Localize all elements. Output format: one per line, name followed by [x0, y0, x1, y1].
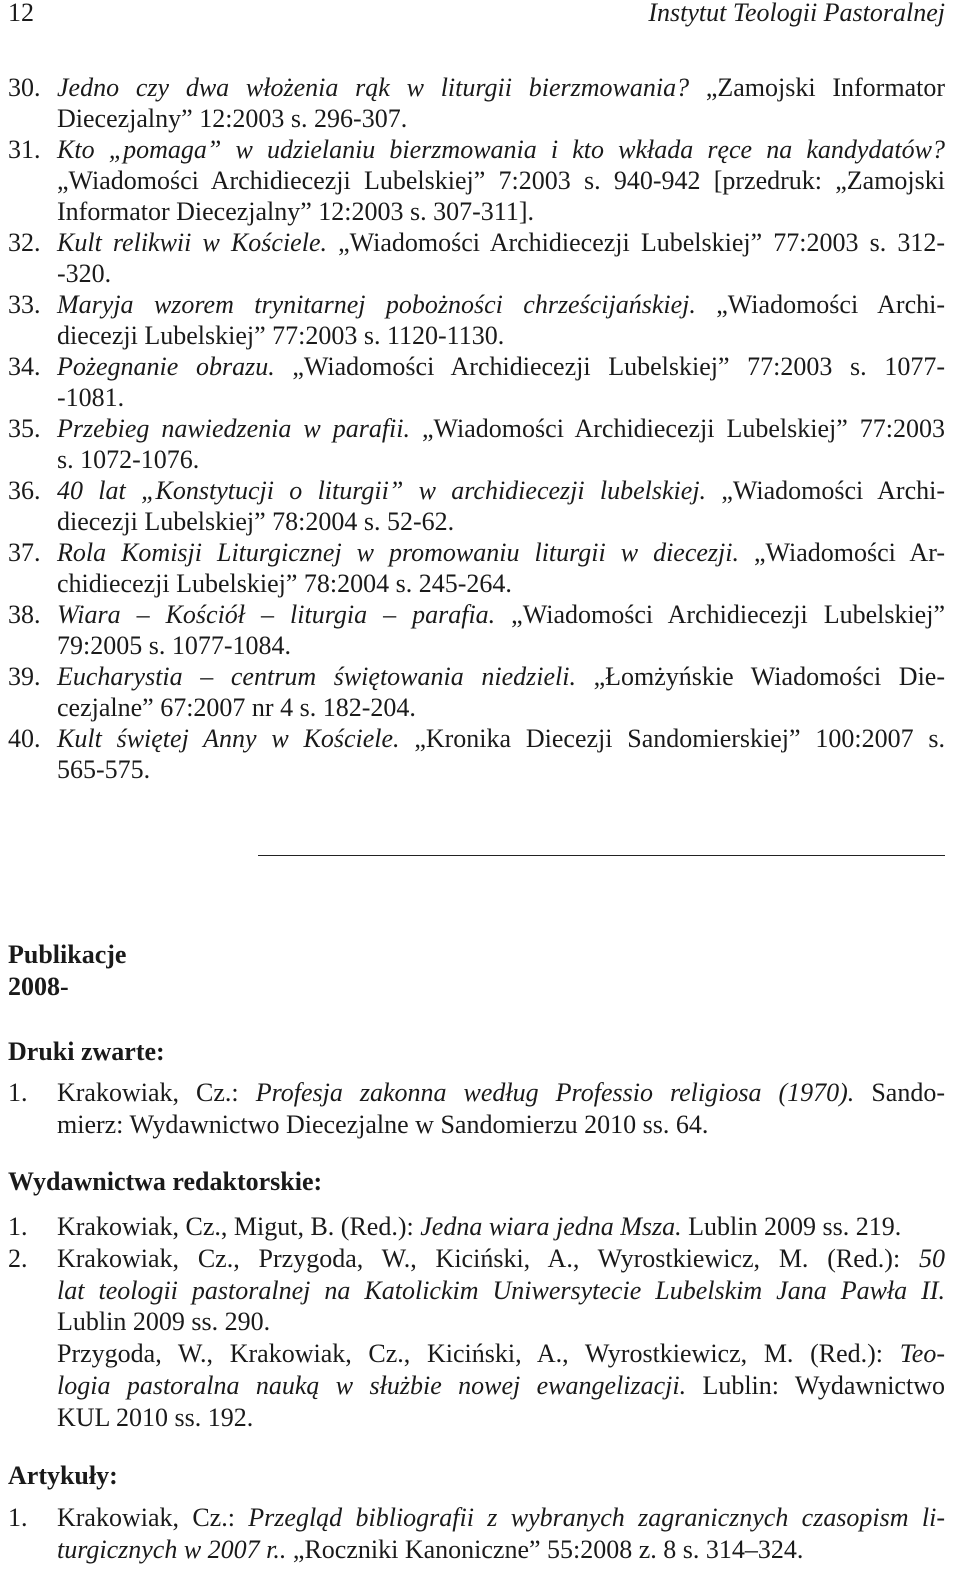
citation-text: „Wiadomości Archidiecezji Lubelskiej” 77:2003 s. 1077-	[274, 352, 946, 381]
entry-paragraph	[57, 1211, 945, 1243]
citation-text: „Łomżyńskie Wiadomości Die-	[575, 662, 945, 691]
entry-paragraph	[57, 661, 945, 723]
citation-text: Sando-	[854, 1078, 945, 1107]
citation-text: „Kronika Diecezji Sandomierskiej” 100:2007 s.	[399, 724, 946, 753]
entry-paragraph	[57, 723, 945, 785]
citation-text: Lublin 2009 ss. 290.	[57, 1307, 271, 1337]
citation-text: „Zamojski Informator	[689, 73, 945, 102]
entry-line	[57, 661, 945, 692]
citation-text: 565-575.	[57, 755, 151, 784]
work-title: Kult świętej Anny w Kościele.	[57, 724, 400, 753]
work-title: Kult relikwii w Kościele.	[57, 228, 327, 257]
entry-paragraph	[57, 1338, 945, 1433]
citation-text: Lublin: Wydawnictwo	[686, 1370, 945, 1400]
entry-paragraph	[57, 289, 945, 351]
work-title: 50	[919, 1243, 945, 1273]
entry-paragraph	[57, 599, 945, 661]
entry-number: 1.	[8, 1212, 28, 1241]
entry-line	[57, 134, 945, 165]
books-heading: Druki zwarte:	[8, 1037, 165, 1066]
bibliography-entry	[8, 599, 945, 661]
entry-line	[57, 289, 945, 320]
work-title: Teo-	[899, 1339, 945, 1369]
entry-paragraph	[57, 413, 945, 475]
entry-number: 37.	[8, 538, 41, 567]
entry-line	[57, 103, 945, 134]
bibliography-entry	[8, 475, 945, 537]
work-title: Jedno czy dwa włożenia rąk w liturgii bierzmowania?	[57, 73, 690, 102]
bibliography-entry	[8, 1243, 945, 1434]
entry-number: 31.	[8, 135, 41, 164]
citation-text: Krakowiak, Cz.:	[57, 1078, 256, 1107]
entry-line	[57, 1370, 945, 1402]
bibliography-entry	[8, 72, 945, 134]
entry-line	[57, 165, 945, 196]
work-title: Wiara – Kościół – liturgia – parafia.	[57, 600, 496, 629]
citation-text: „Wiadomości Archidiecezji Lubelskiej” 7:2003 s. 940-942 [przedruk: „Zamojski	[57, 166, 945, 195]
citation-text: KUL 2010 ss. 192.	[57, 1402, 254, 1432]
publications-header	[8, 939, 945, 1003]
entry-line	[57, 1534, 945, 1566]
work-title: Maryja wzorem trynitarnej pobożności chrześcijańskiej.	[57, 290, 696, 319]
bibliography-entry	[8, 289, 945, 351]
entry-line	[57, 444, 945, 475]
work-title: Przegląd bibliografii z wybranych zagranicznych czasopism li-	[248, 1503, 945, 1532]
work-title: lat teologii pastoralnej na Katolickim Uniwersytecie Lubelskim Jana Pawła II.	[57, 1275, 945, 1305]
entry-line	[57, 475, 945, 506]
entry-paragraph	[57, 1502, 945, 1566]
entry-line	[57, 568, 945, 599]
citation-text: Lublin 2009 ss. 219.	[681, 1212, 902, 1241]
bibliography-entry	[8, 1211, 945, 1243]
bibliography-entry	[8, 134, 945, 227]
citation-text: „Wiadomości Archidiecezji Lubelskiej” 77:2003 s. 312-	[326, 228, 945, 257]
citation-text: 79:2005 s. 1077-1084.	[57, 631, 291, 660]
work-title: Kto „pomaga” w udzielaniu bierzmowania i kto wkłada ręce na kandydatów?	[57, 135, 945, 164]
entry-paragraph	[57, 227, 945, 289]
citation-text: Krakowiak, Cz., Migut, B. (Red.):	[57, 1212, 421, 1241]
entry-number: 39.	[8, 662, 41, 691]
running-title: Instytut Teologii Pastoralnej	[648, 0, 945, 27]
citation-text: chidiecezji Lubelskiej” 78:2004 s. 245-264.	[57, 569, 512, 598]
entry-line	[57, 1211, 945, 1243]
citation-text: „Wiadomości Ar-	[738, 538, 946, 567]
bibliography-entry	[8, 661, 945, 723]
entry-line	[57, 258, 945, 289]
articles-heading: Artykuły:	[8, 1461, 118, 1490]
work-title: logia pastoralna nauką w służbie nowej ewangelizacji.	[57, 1370, 687, 1400]
citation-text: Przygoda, W., Krakowiak, Cz., Kiciński, A., Wyrostkiewicz, M. (Red.):	[57, 1339, 900, 1369]
entry-paragraph	[57, 1243, 945, 1338]
entry-line	[57, 599, 945, 630]
citation-text: „Wiadomości Archi-	[695, 290, 945, 319]
citation-text: s. 1072-1076.	[57, 445, 200, 474]
entry-paragraph	[57, 72, 945, 134]
entry-line	[57, 382, 945, 413]
entry-line	[57, 723, 945, 754]
entry-line	[57, 196, 945, 227]
entry-line	[57, 1077, 945, 1109]
entry-number: 30.	[8, 73, 41, 102]
edited-volumes-list	[8, 1211, 945, 1434]
citation-text: „Wiadomości Archi-	[706, 476, 945, 505]
entry-number: 34.	[8, 352, 41, 381]
citation-text: Krakowiak, Cz., Przygoda, W., Kiciński, A., Wyrostkiewicz, M. (Red.):	[57, 1243, 919, 1273]
entry-line	[57, 1338, 945, 1370]
bibliography-entry	[8, 1502, 945, 1566]
bibliography-entry	[8, 537, 945, 599]
entry-number: 35.	[8, 414, 41, 443]
publications-title: Publikacje	[8, 940, 127, 969]
entry-number: 40.	[8, 724, 41, 753]
entry-line	[57, 1306, 945, 1338]
entry-line	[57, 1109, 945, 1141]
entry-line	[57, 413, 945, 444]
work-title: Przebieg nawiedzenia w parafii.	[57, 414, 411, 443]
bibliography-entry	[8, 1077, 945, 1141]
work-title: Eucharystia – centrum świętowania niedzieli.	[57, 662, 576, 691]
bibliography-entry	[8, 351, 945, 413]
work-title: Rola Komisji Liturgicznej w promowaniu liturgii w diecezji.	[57, 538, 739, 567]
entry-line	[57, 1502, 945, 1534]
citation-text: „Wiadomości Archidiecezji Lubelskiej” 77:2003	[410, 414, 945, 443]
entry-line	[57, 72, 945, 103]
citation-text: Diecezjalny” 12:2003 s. 296-307.	[57, 104, 408, 133]
article-list-continued	[8, 72, 945, 785]
citation-text: -1081.	[57, 383, 125, 412]
entry-line	[57, 1275, 945, 1307]
entry-line	[57, 692, 945, 723]
work-title: Pożegnanie obrazu.	[57, 352, 275, 381]
entry-line	[57, 1243, 945, 1275]
edited-volumes-heading: Wydawnictwa redaktorskie:	[8, 1167, 323, 1196]
entry-number: 1.	[8, 1078, 28, 1107]
citation-text: diecezji Lubelskiej” 78:2004 s. 52-62.	[57, 507, 455, 536]
entry-paragraph	[57, 475, 945, 537]
citation-text: diecezji Lubelskiej” 77:2003 s. 1120-1130.	[57, 321, 505, 350]
entry-number: 33.	[8, 290, 41, 319]
work-title: turgicznych w 2007 r..	[57, 1535, 287, 1564]
citation-text: mierz: Wydawnictwo Diecezjalne w Sandomierzu 2010 ss. 64.	[57, 1110, 709, 1139]
bibliography-entry	[8, 723, 945, 785]
entry-line	[57, 227, 945, 258]
bibliography-entry	[8, 227, 945, 289]
books-list	[8, 1077, 945, 1141]
bibliography-entry	[8, 413, 945, 475]
work-title: 40 lat „Konstytucji o liturgii” w archidiecezji lubelskiej.	[57, 476, 707, 505]
entry-number: 1.	[8, 1503, 28, 1532]
citation-text: „Wiadomości Archidiecezji Lubelskiej”	[495, 600, 945, 629]
section-divider	[258, 855, 945, 856]
citation-text: Informator Diecezjalny” 12:2003 s. 307-311].	[57, 197, 535, 226]
articles-list	[8, 1502, 945, 1566]
work-title: Profesja zakonna według Professio religiosa (1970).	[255, 1078, 855, 1107]
entry-line	[57, 506, 945, 537]
entry-paragraph	[57, 134, 945, 227]
entry-paragraph	[57, 1077, 945, 1141]
entry-number: 32.	[8, 228, 41, 257]
running-header	[8, 0, 945, 28]
entry-number: 36.	[8, 476, 41, 505]
entry-line	[57, 320, 945, 351]
citation-text: Krakowiak, Cz.:	[57, 1503, 249, 1532]
citation-text: „Roczniki Kanoniczne” 55:2008 z. 8 s. 314–324.	[286, 1535, 804, 1564]
entry-number: 2.	[8, 1243, 28, 1273]
entry-paragraph	[57, 351, 945, 413]
entry-paragraph	[57, 537, 945, 599]
entry-line	[57, 537, 945, 568]
publications-period: 2008-	[8, 972, 69, 1001]
entry-line	[57, 351, 945, 382]
citation-text: cezjalne” 67:2007 nr 4 s. 182-204.	[57, 693, 416, 722]
citation-text: -320.	[57, 259, 112, 288]
entry-line	[57, 754, 945, 785]
entry-line	[57, 630, 945, 661]
entry-number: 38.	[8, 600, 41, 629]
entry-line	[57, 1402, 945, 1434]
page-number: 12	[8, 0, 34, 27]
work-title: Jedna wiara jedna Msza.	[420, 1212, 682, 1241]
